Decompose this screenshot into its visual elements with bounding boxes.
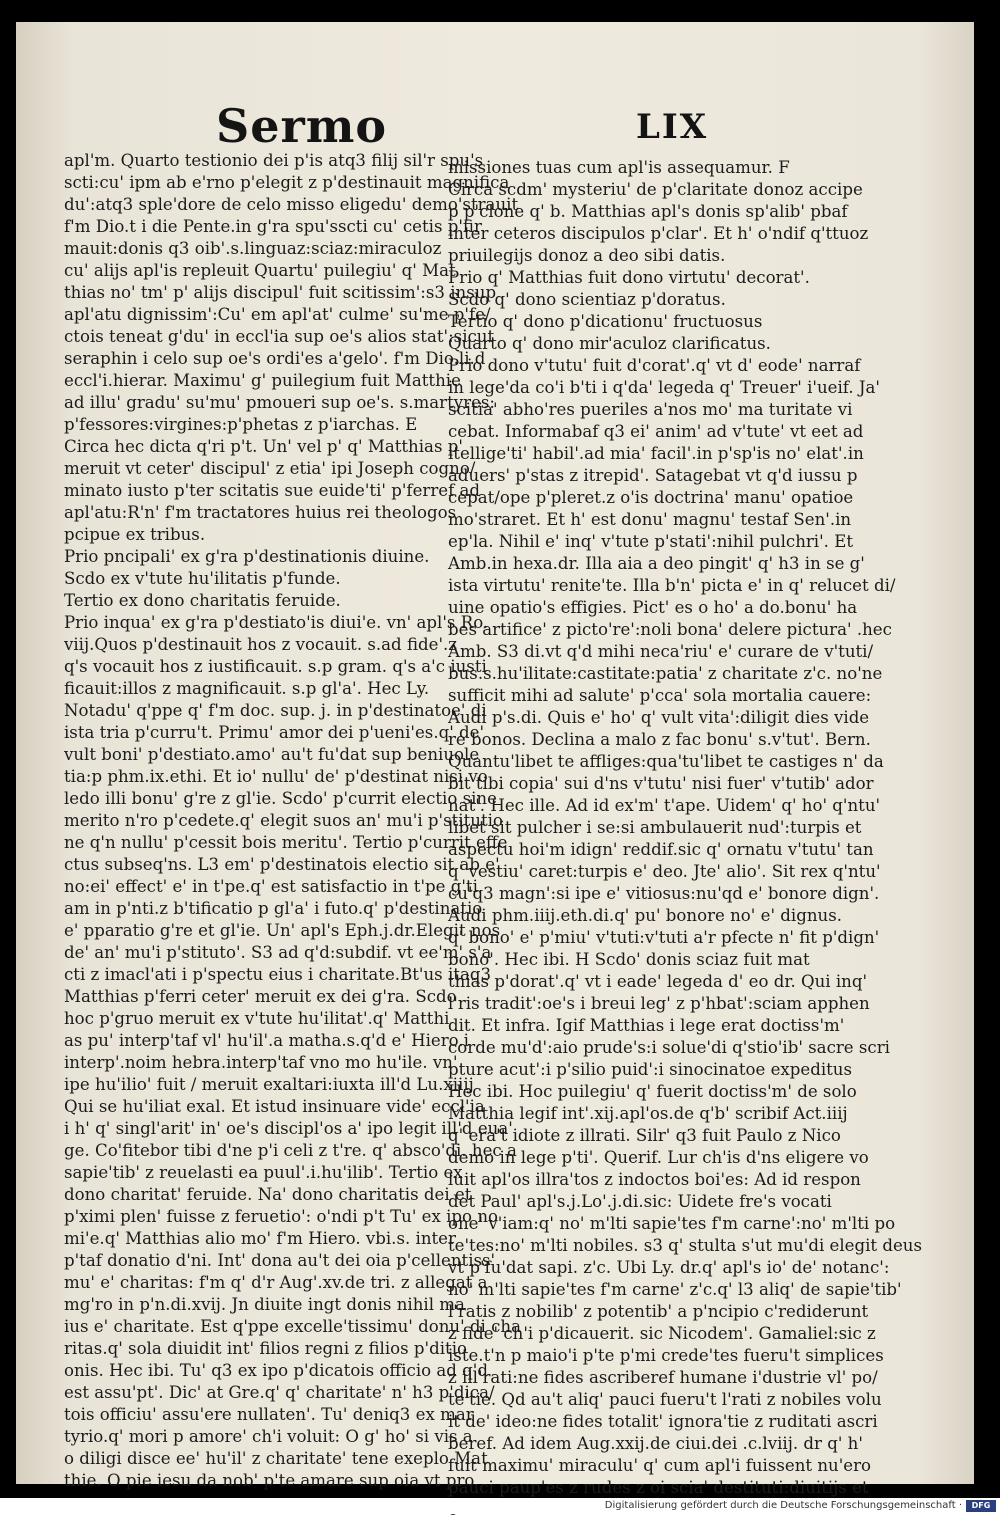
text-line: scti:cu' ipm ab e'rno p'elegit z p'destinauit magnifica [64,173,510,192]
text-line: de' an' mu'i p'stituto'. S3 ad q'd:subdif. vt ee'm' s'a [64,943,492,962]
text-line: ne q'n nullu' p'cessit bois meritu'. Tertio p'currit effe [64,833,508,852]
text-line: aduers' p'stas z itrepid'. Satagebat vt q'd iussu p [448,466,858,485]
text-line: Scdo ex v'tute hu'ilitatis p'funde. [64,569,341,588]
text-line: hoc p'gruo meruit ex v'tute hu'ilitat'.q' Matthi [64,1009,450,1028]
text-line: Tertio ex dono charitatis feruide. [64,591,341,610]
text-line: cepat/ope p'pleret.z o'is doctrina' manu' opatioe [448,488,854,507]
text-line: ipe hu'ilio' fuit / meruit exaltari:iuxta ill'd Lu.xiiij [64,1075,474,1094]
text-line: Audi p's.di. Quis e' ho' q' vult vita':diligit dies vide [448,708,870,727]
text-line: Prio dono v'tutu' fuit d'corat'.q' vt d' eode' narraf [448,356,861,375]
text-line: ge. Co'fitebor tibi d'ne p'i celi z t're. q' absco'di. hec a [64,1141,517,1160]
text-line: inter ceteros discipulos p'clar'. Et h' o'ndif q'ttuoz [448,224,869,243]
text-line: tois officiu' assu'ere nullaten'. Tu' deniq3 ex mar [64,1405,474,1424]
text-line: cti z imacl'ati i p'spectu eius i charitate.Bt'us itaq3 [64,965,492,984]
text-line: vult boni' p'destiato.amo' au't fu'dat sup beniuole [64,745,480,764]
text-line: Matthia legif int'.xij.apl'os.de q'b' scribif Act.iiij [448,1104,848,1123]
text-line: te'tes:no' m'lti nobiles. s3 q' stulta s'ut mu'di elegit deus [448,1236,922,1255]
text-line: q' vestiu' caret:turpis e' deo. Jte' alio'. Sit rex q'ntu' [448,862,881,881]
text-line: sufficit mihi ad salute' p'cca' sola mortalia cauere: [448,686,872,705]
text-line: Qui se hu'iliat exal. Et istud insinuare vide' eccl'ia [64,1097,485,1116]
text-line: in lege'da co'i b'ti i q'da' legeda q' Treuer' i'ueif. Ja' [448,378,880,397]
text-line: demo in lege p'ti'. Querif. Lur ch'is d'ns eligere vo [448,1148,869,1167]
text-line: missiones tuas cum apl'is assequamur. F [448,158,790,177]
text-line: it de' ideo:ne fides totalit' ignora'tie z ruditati ascri [448,1412,878,1431]
text-line: bes artifice' z picto're':noli bona' delere pictura' .hec [448,620,892,639]
text-line: libet sit pulcher i se:si ambulauerit nud':turpis et [448,818,862,837]
text-line: seraphin i celo sup oe's ordi'es a'gelo'. f'm Dio.li.d [64,349,486,368]
text-line: eccl'i.hierar. Maximu' g' puilegium fuit Matthie [64,371,461,390]
text-line: ficauit:illos z magnificauit. s.p gl'a'. Hec Ly. [64,679,430,698]
text-line: p'taf donatio d'ni. Int' dona au't dei oia p'cellentiss' [64,1251,496,1270]
text-line: minato iusto p'ter scitatis sue euide'ti' p'ferref ad [64,481,481,500]
text-line: ista tria p'curru't. Primu' amor dei p'ueni'es.q' de' [64,723,485,742]
text-line: mu' e' charitas: f'm q' d'r Aug'.xv.de tri. z allegat a [64,1273,488,1292]
text-line: thias p'dorat'.q' vt i eade' legeda d' eo dr. Qui inq' [448,972,868,991]
text-line: scitia' abho'res pueriles a'nos mo' ma turitate vi [448,400,853,419]
text-line: ius e' charitate. Est q'ppe excelle'tissimu' donu' di cha [64,1317,522,1336]
text-line: l'ratis z nobilib' z potentib' a p'ncipio c'rediderunt [448,1302,869,1321]
text-line: nat'. Hec ille. Ad id ex'm' t'ape. Uidem' q' ho' q'ntu' [448,796,881,815]
text-line: p'fessores:virgines:p'phetas z p'iarchas. E [64,415,418,434]
dfg-logo: DFG [966,1500,996,1512]
text-line: priuilegijs donoz a deo sibi datis. [448,246,726,265]
text-line: mauit:donis q3 oib'.s.linguaz:sciaz:miraculoz [64,239,442,258]
text-line: tyrio.q' mori p amore' ch'i voluit: O g' ho' si vis a [64,1427,473,1446]
text-line: as pu' interp'taf vl' hu'il'.a matha.s.q'd e' Hiero.i [64,1031,469,1050]
text-line: bit tibi copia' sui d'ns v'tutu' nisi fuer' v'tutib' ador [448,774,874,793]
footer-bar [0,1498,1000,1514]
text-line: Prio inqua' ex g'ra p'destiato'is diui'e. vn' apl's Ro. [64,613,489,632]
text-line: Quantu'libet te affliges:qua'tu'libet te castiges n' da [448,752,884,771]
text-line: viij.Quos p'destinauit hos z vocauit. s.ad fide'.z [64,635,458,654]
text-line: apl'atu dignissim':Cu' em apl'at' culme' su'me p'fe/ [64,305,491,324]
text-line: q' bono' e' p'miu' v'tuti:v'tuti a'r pfecte n' fit p'dign' [448,928,880,947]
text-line: i h' q' singl'arit' in' oe's discipl'os a' ipo legit ill'd eua' [64,1119,513,1138]
text-line: pcipue ex tribus. [64,525,206,544]
text-line: iste.t'n p maio'i p'te p'mi crede'tes fueru't simplices [448,1346,884,1365]
text-line: Circa scdm' mysteriu' de p'claritate donoz accipe [448,180,863,199]
text-line: f'm Dio.t i die Pente.in g'ra spu'sscti cu' cetis p'fir [64,217,482,236]
text-line: Prio pncipali' ex g'ra p'destinationis diuine. [64,547,430,566]
text-line: mi'e.q' Matthias alio mo' f'm Hiero. vbi.s. inter [64,1229,456,1248]
text-line: thias no' tm' p' alijs discipul' fuit scitissim':s3 insup [64,283,497,302]
folio-number: LIX [636,107,709,147]
text-line: q's vocauit hos z iustificauit. s.p gram. q's a'c iusti [64,657,487,676]
text-line: uine opatio's effigies. Pict' es o ho' a do.bonu' ha [448,598,858,617]
text-line: p'ximi plen' fuisse z feruetio': o'ndi p't Tu' ex ipo no [64,1207,498,1226]
text-line: re bonos. Declina a malo z fac bonu' s.v'tut'. Bern. [448,730,871,749]
text-line: meruit vt ceter' discipul' z etia' ipi Joseph cogno/ [64,459,476,478]
text-line: l'ris tradit':oe's i breui leg' z p'hbat':sciam apphen [448,994,870,1013]
text-line: q' era't idiote z illrati. Silr' q3 fuit Paulo z Nico [448,1126,841,1145]
text-line: bus.s.hu'ilitate:castitate:patia' z charitate z'c. no'ne [448,664,883,683]
text-line: fuit maximu' miraculu' q' cum apl'i fuissent nu'ero [448,1456,872,1475]
text-line: te'tie. Qd au't aliq' pauci fueru't l'rati z nobiles volu [448,1390,882,1409]
text-line: onis. Hec ibi. Tu' q3 ex ipo p'dicatois officio ad q'd [64,1361,488,1380]
text-line: e' pparatio g're et gl'ie. Un' apl's Eph.j.dr.Elegit nos [64,921,501,940]
text-line: bono'. Hec ibi. H Scdo' donis sciaz fuit mat [448,950,810,969]
text-line: am in p'nti.z b'tificatio p gl'a' i futo.q' p'destinatio [64,899,483,918]
text-line: ep'la. Nihil e' inq' v'tute p'stati':nihil pulchri'. Et [448,532,854,551]
text-line: ledo illi bonu' g're z gl'ie. Scdo' p'currit electio sine [64,789,497,808]
text-line: o diligi disce ee' hu'il' z charitate' tene exeplo Mat [64,1449,488,1468]
text-line: mg'ro in p'n.di.xvij. Jn diuite ingt donis nihil ma [64,1295,465,1314]
text-line: cu' alijs apl'is repleuit Quartu' puilegiu' q' Mat [64,261,456,280]
book-page [16,22,974,1497]
text-line: corde mu'd':aio prude's:i solue'di q'stio'ib' sacre scri [448,1038,890,1057]
text-line: dit. Et infra. Igif Matthias i lege erat doctiss'm' [448,1016,845,1035]
text-line: no' m'lti sapie'tes f'm carne' z'c.q' l3 aliq' de sapie'tib' [448,1280,902,1299]
text-line: apl'atu:R'n' f'm tractatores huius rei theologos [64,503,457,522]
text-line: Amb.in hexa.dr. Illa aia a deo pingit' q' h3 in se g' [448,554,865,573]
text-line: z fide' ch'i p'dicauerit. sic Nicodem'. Gamaliel:sic z [448,1324,876,1343]
text-line: ctus subseq'ns. L3 em' p'destinatois electio sit ab e' [64,855,500,874]
text-line: Hec ibi. Hoc puilegiu' q' fuerit doctiss'm' de solo [448,1082,857,1101]
text-line: luit apl'os illra'tos z indoctos boi'es: Ad id respon [448,1170,861,1189]
text-column-right [448,157,922,1521]
text-line: Audi phm.iiij.eth.di.q' pu' bonore no' e' dignus. [448,906,842,925]
text-line: sapie'tib' z reuelasti ea puul'.i.hu'ilib'. Tertio ex [64,1163,463,1182]
text-line: Quarto q' dono mir'aculoz clarificatus. [448,334,771,353]
text-column-left [64,150,522,1492]
text-line: pture acut':i p'silio puid':i sinocinatoe expeditus [448,1060,852,1079]
text-line: det Paul' apl's.j.Lo'.j.di.sic: Uidete fre's vocati [448,1192,832,1211]
text-line: merito n'ro p'cedete.q' elegit suos an' mu'i p'stitutio [64,811,503,830]
text-line: cebat. Informabaf q3 ei' anim' ad v'tute' vt eet ad [448,422,864,441]
text-line: Matthias p'ferri ceter' meruit ex dei g'ra. Scdo [64,987,457,1006]
text-line: mo'straret. Et h' est donu' magnu' testaf Sen'.in [448,510,852,529]
text-line: apl'm. Quarto testionio dei p'is atq3 filij sil'r spu's [64,151,484,170]
text-line: du':atq3 sple'dore de celo misso eligedu' demo'strauit [64,195,519,214]
funding-credit: Digitalisierung gefördert durch die Deutsche Forschungsgemeinschaft · [604,1500,962,1511]
running-head-title: Sermo [216,99,388,153]
text-line: thie. O pie iesu da nob' p'te amare sup oia vt pro [64,1471,475,1490]
text-line: ad illu' gradu' su'mu' pmoueri sup oe's. s.martyres: [64,393,496,412]
text-line: tia:p phm.ix.ethi. Et io' nullu' de' p'destinat nisi vo [64,767,488,786]
text-line: one' v'iam:q' no' m'lti sapie'tes f'm carne':no' m'lti po [448,1214,896,1233]
text-line: itellige'ti' habil'.ad mia' facil'.in p'sp'is no' elat'.in [448,444,864,463]
text-line: Tertio q' dono p'dicationu' fructuosus [448,312,763,331]
text-line: Amb. S3 di.vt q'd mihi neca'riu' e' curare de v'tuti/ [448,642,874,661]
text-line: ista virtutu' renite'te. Illa b'n' picta e' in q' relucet di/ [448,576,896,595]
text-line: no:ei' effect' e' in t'pe.q' est satisfactio in t'pe g'ti [64,877,478,896]
text-line: cu'q3 magn':si ipe e' vitiosus:nu'qd e' bonore dign'. [448,884,880,903]
text-line: vt p'fu'dat sapi. z'c. Ubi Ly. dr.q' apl's io' de' notanc': [448,1258,890,1277]
text-line: Notadu' q'ppe q' f'm doc. sup. j. in p'destinatoe' di [64,701,487,720]
text-line: Prio q' Matthias fuit dono virtutu' decorat'. [448,268,810,287]
text-line: aspectu hoi'm idign' reddif.sic q' ornatu v'tutu' tan [448,840,874,859]
text-line: z ill'rati:ne fides ascriberef humane i'dustrie vl' po/ [448,1368,878,1387]
text-line: p p'clone q' b. Matthias apl's donis sp'alib' pbaf [448,202,848,221]
text-line: pauci paup'es z rudes z oi scia' destituti:diuitijs et [448,1478,869,1497]
text-line: Scdo q' dono scientiaz p'doratus. [448,290,726,309]
text-line: Circa hec dicta q'ri p't. Un' vel p' q' Matthias p' [64,437,463,456]
text-line: ctois teneat g'du' in eccl'ia sup oe's alios stat':sicut [64,327,495,346]
text-line: ritas.q' sola diuidit int' filios regni z filios p'ditio [64,1339,467,1358]
text-line: dono charitat' feruide. Na' dono charitatis dei et [64,1185,472,1204]
text-line: beref. Ad idem Aug.xxij.de ciui.dei .c.lviij. dr q' h' [448,1434,863,1453]
text-line: interp'.noim hebra.interp'taf vno mo hu'ile. vn' [64,1053,458,1072]
text-line: est assu'pt'. Dic' at Gre.q' q' charitate' n' h3 p'dica/ [64,1383,495,1402]
